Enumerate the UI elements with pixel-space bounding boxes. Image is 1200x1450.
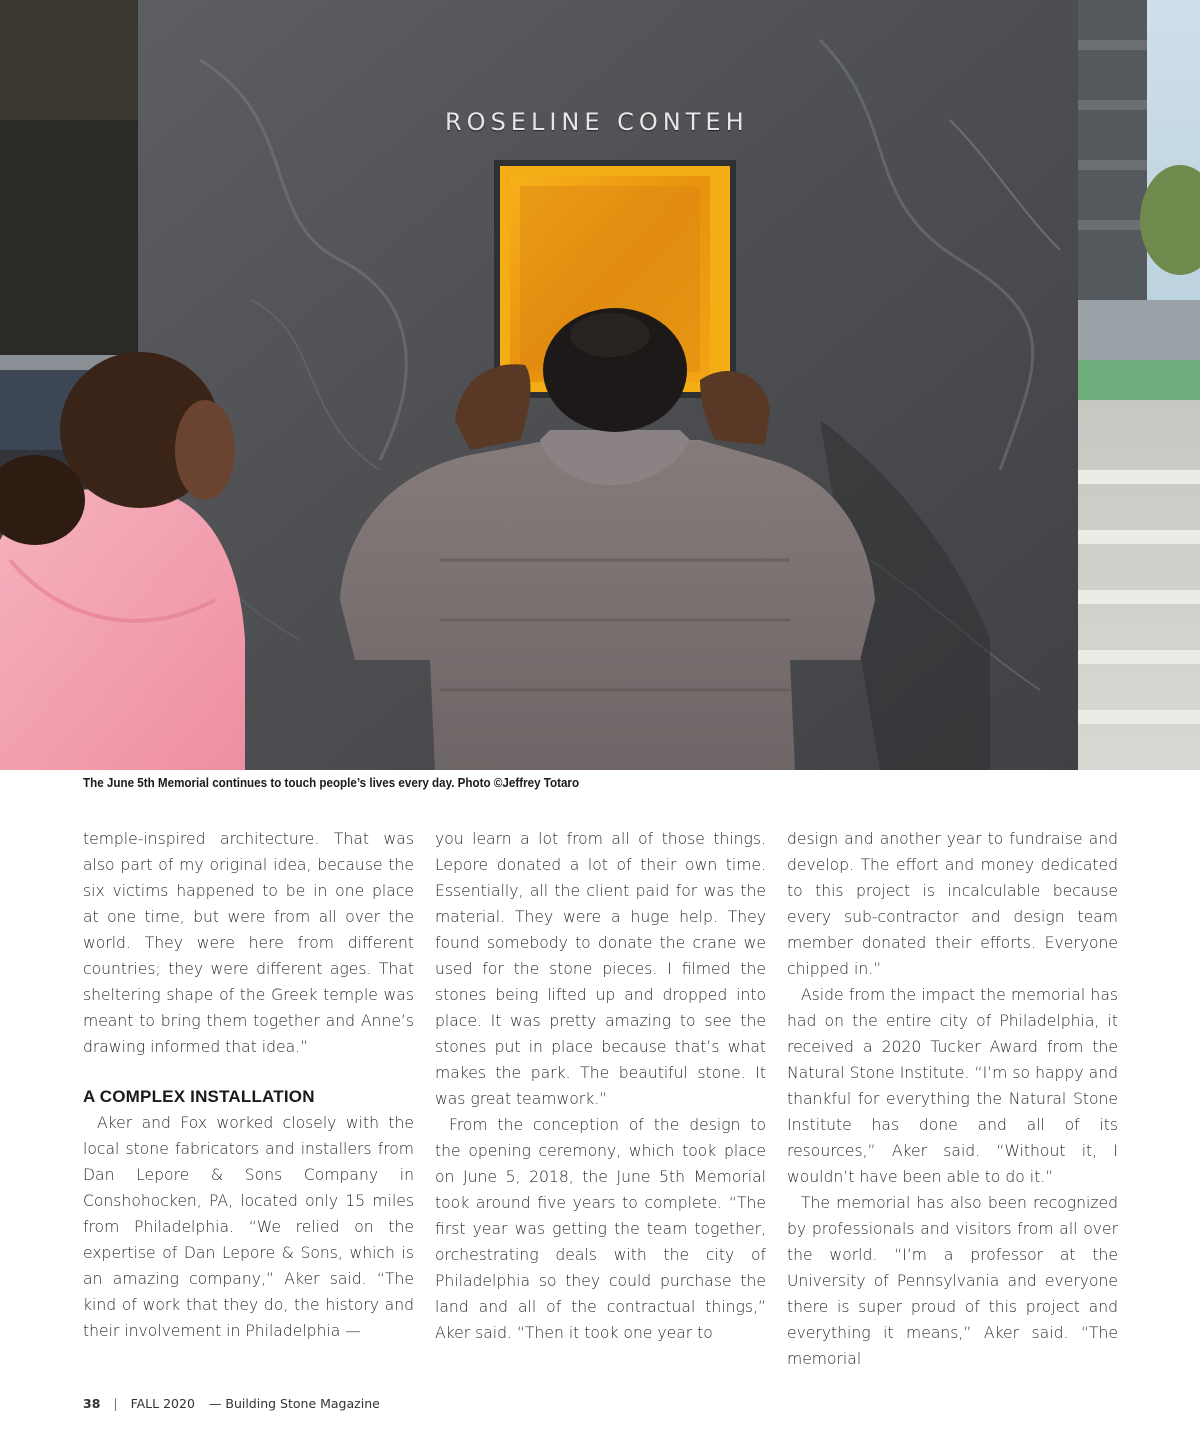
article-paragraph: From the conception of the design to the opening ceremony, which took place on June 5, 2018, the June 5th Memorial took around five years to complete. “The first year was getting the team together, orchestrating deals with the city of Philadelphia so they could purchase the land and all of the contractual things,” Aker said. “Then it took one year to xyxy=(435,1116,766,1342)
article-paragraph: Aker and Fox worked closely with the local stone fabricators and installers from Dan Lepore & Sons Company in Conshohocken, PA, located only 15 miles from Philadelphia. “We relied on the expertise of Dan Lepore & Sons, which is an amazing company,” Aker said. “The kind of work that they do, the history and their involvement in Philadelphia — xyxy=(83,1114,414,1340)
article-paragraph: you learn a lot from all of those things. Lepore donated a lot of their own time. Essentially, all the client paid for was the material. They were a huge help. They found somebody to donate the crane we used for the stone pieces. I filmed the stones being lifted up and dropped into place. It was pretty amazing to see the stones put in place because that’s what makes the park. The beautiful stone. It was great teamwork.” xyxy=(435,830,766,1108)
page-number: 38 xyxy=(83,1396,101,1411)
page-footer xyxy=(83,1396,380,1411)
photo-caption: The June 5th Memorial continues to touch people’s lives every day. Photo ©Jeffrey Totaro xyxy=(83,776,580,790)
magazine-name: — Building Stone Magazine xyxy=(208,1396,380,1411)
issue-label: FALL 2020 xyxy=(130,1396,195,1411)
article-paragraph: Aside from the impact the memorial has had on the entire city of Philadelphia, it received a 2020 Tucker Award from the Natural Stone Institute. “I’m so happy and thankful for everything the Natural Stone Institute has done and all of its resources,” Aker said. “Without it, I wouldn’t have been able to do it.” xyxy=(787,986,1118,1186)
engraved-name: ROSELINE CONTEH xyxy=(445,108,749,136)
article-paragraph: design and another year to fundraise and develop. The effort and money dedicated to this project is incalculable because every sub-contractor and design team member donated their efforts. Everyone chipped in.” xyxy=(787,830,1118,978)
green-barrier xyxy=(1077,360,1200,400)
footer-separator: | xyxy=(113,1396,118,1411)
article-column-1 xyxy=(83,826,414,1344)
article-column-3 xyxy=(787,826,1118,1372)
article-paragraph: The memorial has also been recognized by professionals and visitors from all over the world. “I’m a professor at the University of Pennsylvania and everyone there is super proud of this project and everything it means,” Aker said. “The memorial xyxy=(787,1194,1118,1368)
article-column-2 xyxy=(435,826,766,1346)
section-heading: A COMPLEX INSTALLATION xyxy=(83,1087,315,1106)
article-paragraph: temple-inspired architecture. That was also part of my original idea, because the six victims happened to be in one place at one time, but were from all over the world. They were here from different countries; they were different ages. That sheltering shape of the Greek temple was meant to bring them together and Anne’s drawing informed that idea.” xyxy=(83,830,414,1056)
